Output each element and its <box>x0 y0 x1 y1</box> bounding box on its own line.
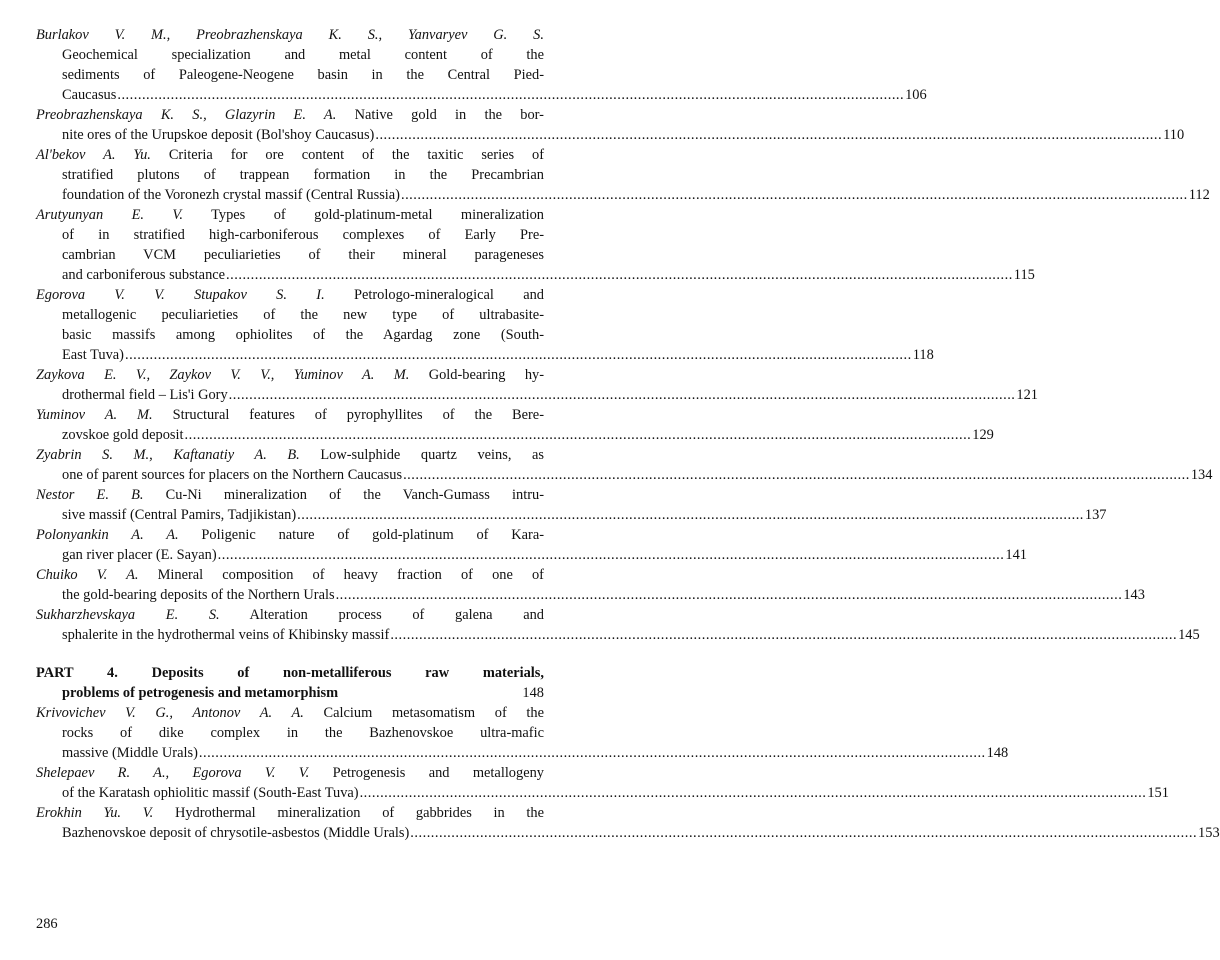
dot-leader <box>401 185 1188 205</box>
entry-title-line: rocks of dike complex in the Bazhenovskoe ultra-mafic <box>62 725 544 741</box>
dot-leader <box>375 125 1162 145</box>
part-title-line: PART 4. Deposits of non-metalliferous raw materials, <box>36 665 544 681</box>
toc-entry <box>36 525 1027 565</box>
entry-authors: Burlakov V. M., Preobrazhenskaya K. S., Yanvaryev G. S. <box>36 27 544 43</box>
entry-leader-line: drothermal field – Lis'i Gory ..... 121 <box>36 385 544 405</box>
dot-leader <box>336 585 1123 605</box>
toc-entry <box>36 205 1035 285</box>
dot-leader <box>199 743 986 763</box>
page-folio: 286 <box>36 916 58 932</box>
toc-entry <box>36 605 1200 645</box>
page-number: 153 <box>1198 825 1220 841</box>
entry-first-line: Polonyankin A. A. Poligenic nature of gold-platinum of Kara- <box>36 527 545 543</box>
entry-leader-line: one of parent sources for placers on the Northern Caucasus ..... 134 <box>36 465 544 485</box>
entry-leader-line: East Tuva) ..... 118 <box>36 345 544 365</box>
toc-entry <box>36 803 1220 843</box>
entry-title-line: cambrian VCM peculiarieties of their mineral parageneses <box>62 247 544 263</box>
entry-leader-line: Caucasus ..... 106 <box>36 85 544 105</box>
dot-leader <box>297 505 1084 525</box>
dot-leader <box>403 465 1190 485</box>
entry-first-line: Erokhin Yu. V. Hydrothermal mineralization of gabbrides in the <box>36 805 544 821</box>
toc-entry <box>36 105 1185 145</box>
part-title-line: problems of petrogenesis and metamorphism 148 <box>62 685 544 701</box>
entry-first-line: Sukharzhevskaya E. S. Alteration process of galena and <box>36 607 544 623</box>
entry-first-line: Shelepaev R. A., Egorova V. V. Petrogenesis and metallogeny <box>36 765 544 781</box>
contents-page <box>36 25 1220 843</box>
page-number: 110 <box>1163 127 1185 143</box>
part-heading <box>36 663 544 703</box>
entry-first-line: Nestor E. B. Cu-Ni mineralization of the Vanch-Gumass intru- <box>36 487 544 503</box>
page-number: 106 <box>905 87 927 103</box>
entry-leader-line: zovskoe gold deposit ..... 129 <box>36 425 544 445</box>
dot-leader <box>229 385 1016 405</box>
entry-title-line: basic massifs among ophiolites of the Agardag zone (South- <box>62 327 544 343</box>
page-number: 134 <box>1190 467 1213 483</box>
dot-leader <box>125 345 912 365</box>
entry-leader-line: Bazhenovskoe deposit of chrysotile-asbestos (Middle Urals) ..... 153 <box>36 823 544 843</box>
dot-leader <box>390 625 1177 645</box>
page-number: 148 <box>522 685 544 701</box>
page-number: 121 <box>1016 387 1038 403</box>
toc-entry <box>36 763 1169 803</box>
entry-leader-line: sive massif (Central Pamirs, Tadjikistan) ..... 137 <box>36 505 544 525</box>
entry-title-line: stratified plutons of trappean formation in the Precambrian <box>62 167 544 183</box>
toc-entry <box>36 25 927 105</box>
dot-leader <box>410 823 1197 843</box>
entry-title-line: sediments of Paleogene-Neogene basin in the Central Pied- <box>62 67 544 83</box>
page-number: 137 <box>1084 507 1107 523</box>
entry-first-line: Zyabrin S. M., Kaftanatiy A. B. Low-sulphide quartz veins, as <box>36 447 544 463</box>
page-number: 115 <box>1013 267 1035 283</box>
entry-first-line: Yuminov A. M. Structural features of pyrophyllites of the Bere- <box>36 407 544 423</box>
entry-title-line: Geochemical specialization and metal content of the <box>62 47 544 63</box>
toc-entry <box>36 365 1038 405</box>
entry-leader-line: the gold-bearing deposits of the Northern Urals ..... 143 <box>36 585 544 605</box>
toc-entry <box>36 145 1210 205</box>
page-number: 129 <box>972 427 994 443</box>
entry-first-line: Preobrazhenskaya K. S., Glazyrin E. A. Native gold in the bor- <box>36 107 544 123</box>
toc-entry <box>36 285 934 365</box>
page-number: 145 <box>1178 627 1200 643</box>
dot-leader <box>185 425 972 445</box>
entry-first-line: Chuiko V. A. Mineral composition of heavy fraction of one of <box>36 567 544 583</box>
entry-title-line: of in stratified high-carboniferous complexes of Early Pre- <box>62 227 544 243</box>
toc-entry <box>36 405 994 445</box>
entry-leader-line: gan river placer (E. Sayan) ..... 141 <box>36 545 544 565</box>
dot-leader <box>218 545 1005 565</box>
entry-first-line: Arutyunyan E. V. Types of gold-platinum-metal mineralization <box>36 207 544 223</box>
page-number: 148 <box>986 745 1009 761</box>
entry-leader-line: nite ores of the Urupskoe deposit (Bol'shoy Caucasus) ..... 110 <box>36 125 544 145</box>
entry-leader-line: sphalerite in the hydrothermal veins of Khibinsky massif ..... 145 <box>36 625 544 645</box>
page-number: 118 <box>912 347 934 363</box>
entry-leader-line: massive (Middle Urals) ..... 148 <box>36 743 544 763</box>
entry-leader-line: foundation of the Voronezh crystal massif (Central Russia) ..... 112 <box>36 185 544 205</box>
page-number: 151 <box>1147 785 1169 801</box>
toc-entry <box>36 703 1009 763</box>
toc-entry <box>36 445 1213 485</box>
entry-leader-line: and carboniferous substance ..... 115 <box>36 265 544 285</box>
entry-first-line: Egorova V. V. Stupakov S. I. Petrologo-mineralogical and <box>36 287 544 303</box>
entry-title-line: metallogenic peculiarieties of the new type of ultrabasite- <box>62 307 544 323</box>
dot-leader <box>360 783 1147 803</box>
toc-entry <box>36 485 1107 525</box>
entry-first-line: Krivovichev V. G., Antonov A. A. Calcium metasomatism of the <box>36 705 544 721</box>
dot-leader <box>226 265 1013 285</box>
dot-leader <box>117 85 904 105</box>
entry-first-line: Zaykova E. V., Zaykov V. V., Yuminov A. M. Gold-bearing hy- <box>36 367 545 383</box>
page-number: 112 <box>1188 187 1210 203</box>
entry-first-line: Al'bekov A. Yu. Criteria for ore content of the taxitic series of <box>36 147 544 163</box>
page-number: 141 <box>1005 547 1027 563</box>
entry-leader-line: of the Karatash ophiolitic massif (South-East Tuva) ..... 151 <box>36 783 544 803</box>
page-number: 143 <box>1123 587 1145 603</box>
toc-entry <box>36 565 1145 605</box>
